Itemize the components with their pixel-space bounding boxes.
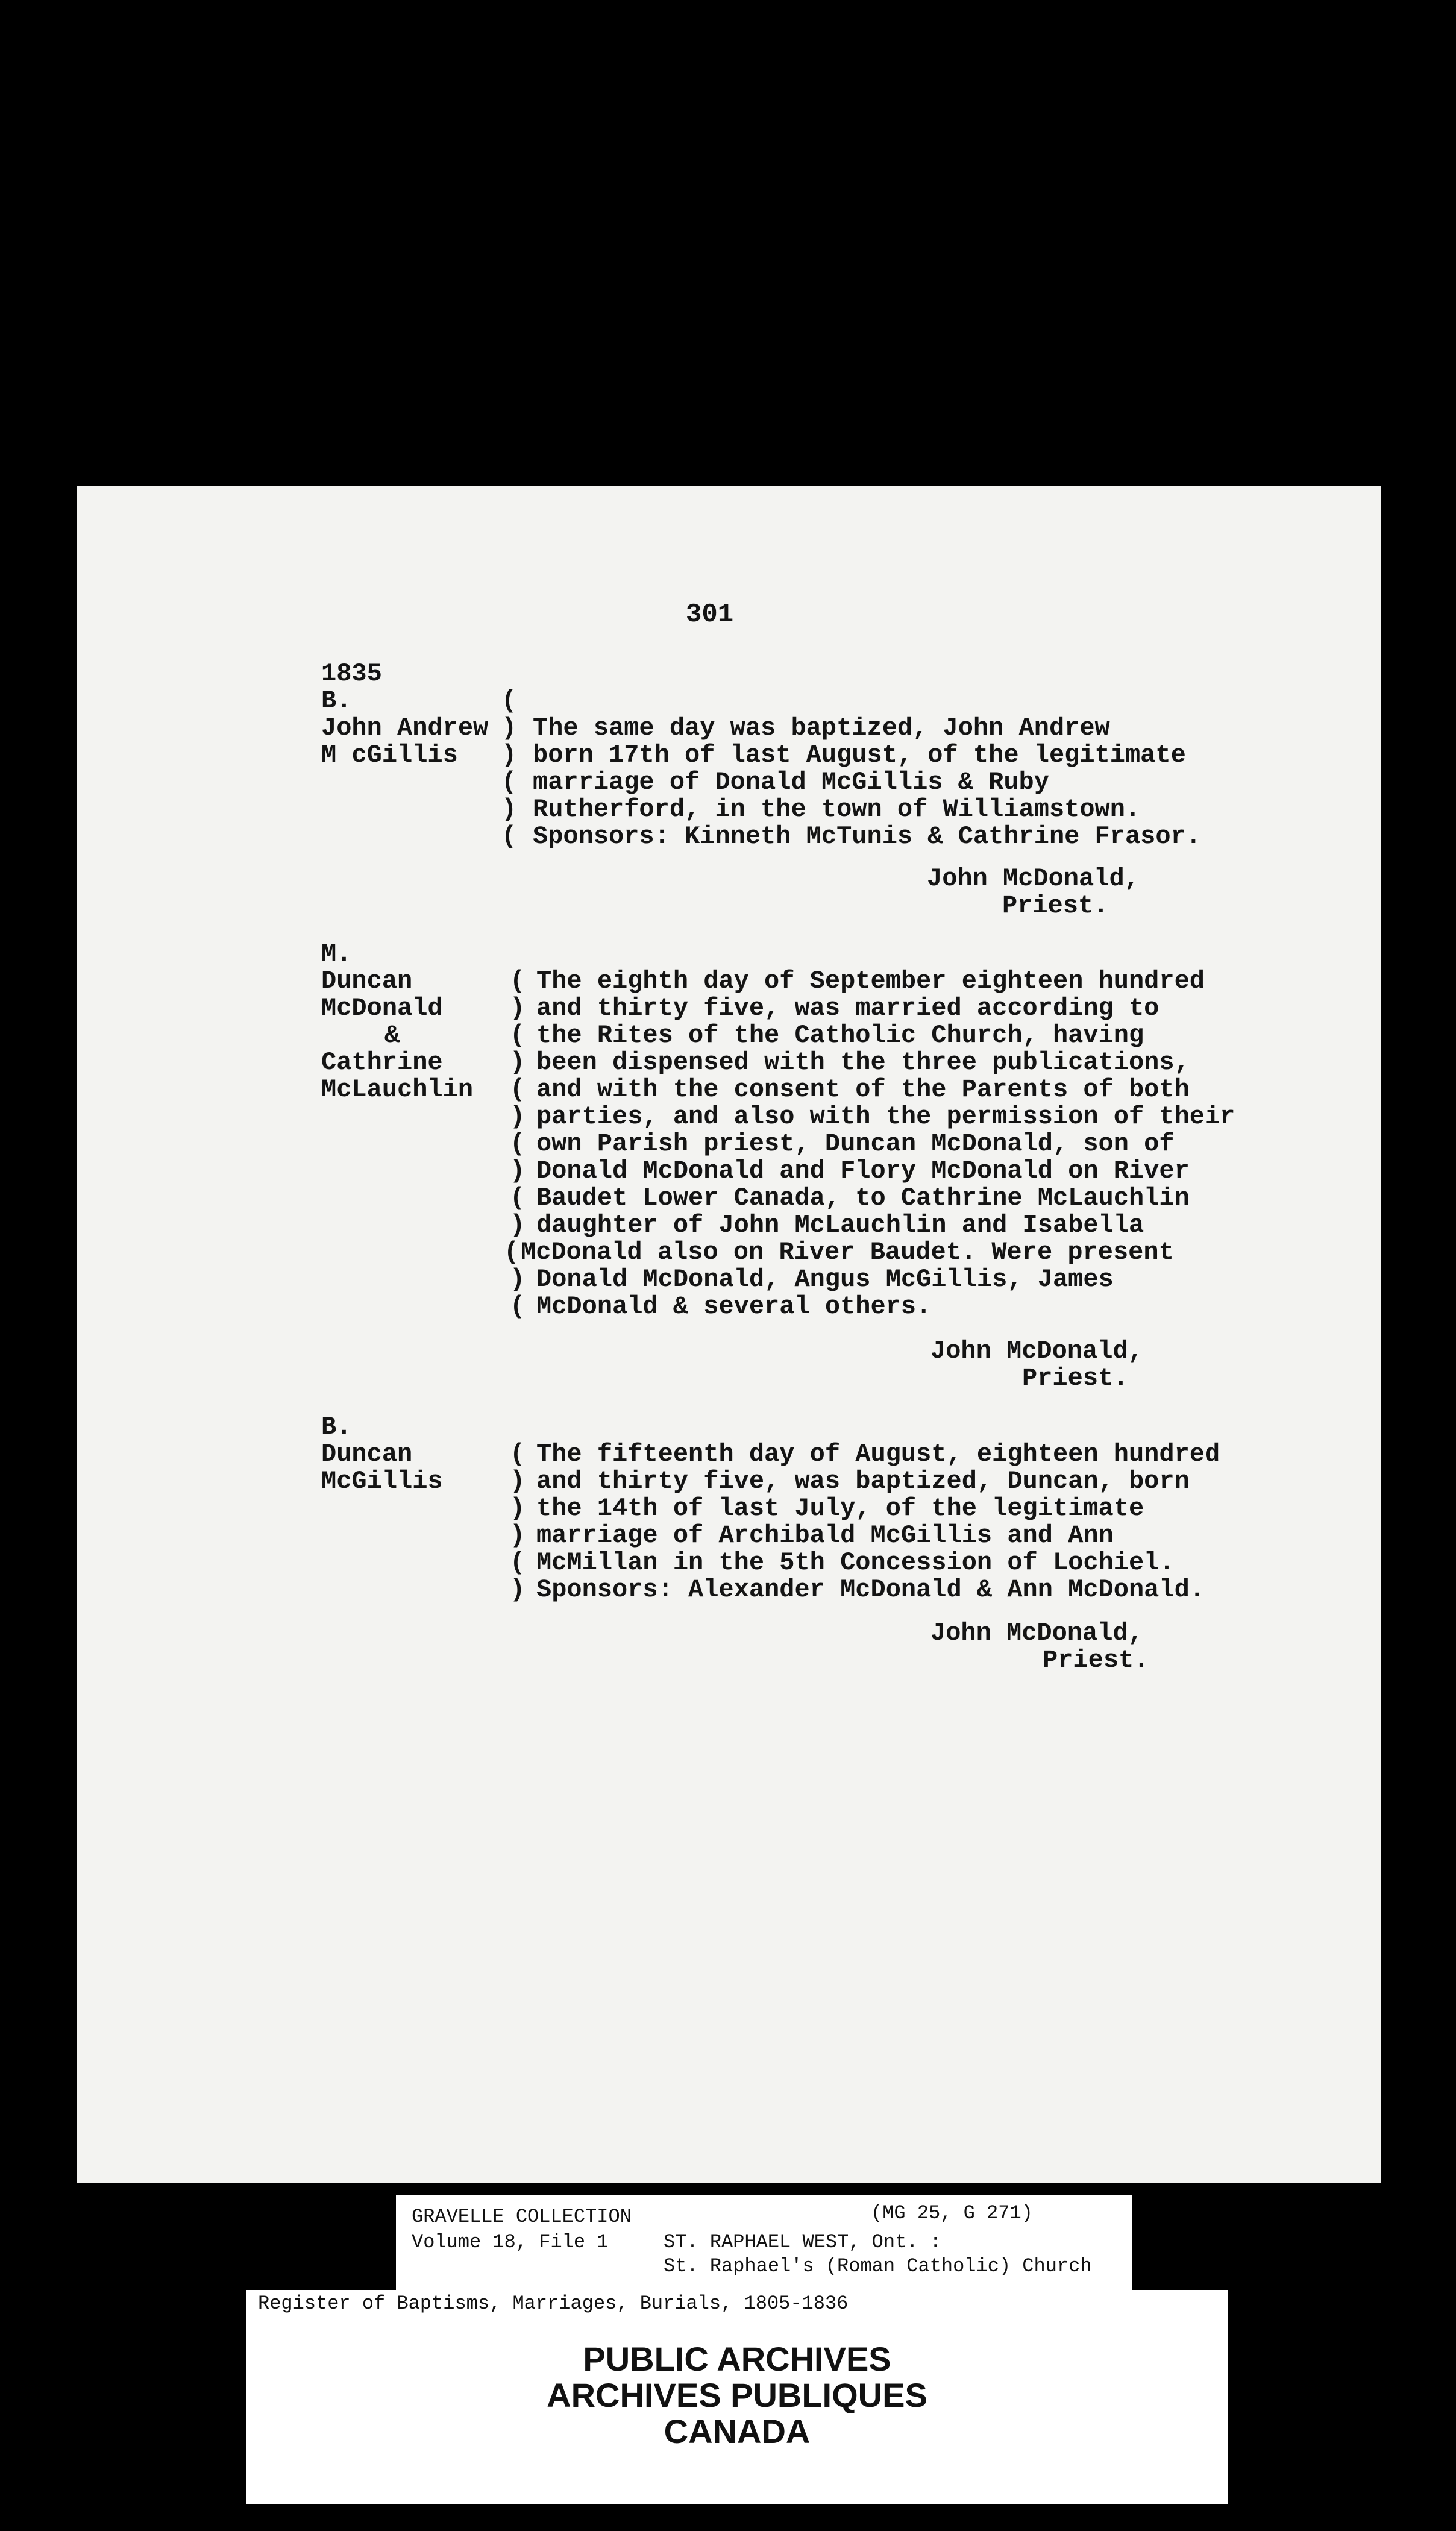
- entry-text-line: marriage of Donald McGillis & Ruby: [533, 768, 1049, 797]
- entry-text-line: been dispensed with the three publications,: [536, 1048, 1190, 1077]
- bracket-mark: ): [510, 1575, 526, 1604]
- bracket-mark: (: [510, 967, 526, 996]
- entry-name-line: McDonald: [321, 994, 443, 1023]
- entry-text-line: born 17th of last August, of the legitimate: [533, 741, 1186, 770]
- priest-signature: John McDonald,: [930, 1337, 1143, 1366]
- entry-name-line: John Andrew: [321, 714, 489, 742]
- bracket-mark: ): [501, 714, 517, 742]
- entry-text-line: own Parish priest, Duncan McDonald, son of: [536, 1129, 1175, 1158]
- bracket-mark: ): [510, 1211, 526, 1240]
- bracket-mark: ): [510, 1494, 526, 1523]
- priest-signature: John McDonald,: [930, 1619, 1143, 1648]
- bracket-mark: (: [510, 1075, 526, 1104]
- archives-english: PUBLIC ARCHIVES: [583, 2340, 891, 2378]
- entry-text-line: and with the consent of the Parents of both: [536, 1075, 1190, 1104]
- bracket-mark: ): [510, 1102, 526, 1131]
- collection-label: [396, 2195, 1132, 2290]
- entry-text-line: parties, and also with the permission of their: [536, 1102, 1235, 1131]
- entry-name-line: Duncan: [321, 967, 413, 996]
- page-number: 301: [686, 600, 734, 630]
- entry-text-line: McDonald also on River Baudet. Were present: [521, 1238, 1174, 1267]
- entry-text-line: Donald McDonald and Flory McDonald on River: [536, 1156, 1190, 1185]
- priest-title: Priest.: [1002, 891, 1109, 920]
- entry-text-line: the 14th of last July, of the legitimate: [536, 1494, 1144, 1523]
- bracket-mark: (: [510, 1021, 526, 1050]
- entry-text-line: and thirty five, was married according to: [536, 994, 1159, 1023]
- entry-text-line: and thirty five, was baptized, Duncan, born: [536, 1467, 1190, 1496]
- priest-signature: John McDonald,: [927, 864, 1140, 893]
- bracket-mark: ): [510, 1048, 526, 1077]
- entry-name-line: M cGillis: [321, 741, 458, 770]
- register-title: Register of Baptisms, Marriages, Burials, 1805-1836: [258, 2292, 849, 2315]
- entry-text-line: Donald McDonald, Angus McGillis, James: [536, 1265, 1114, 1294]
- bracket-mark: (: [501, 822, 517, 851]
- entry-text-line: Rutherford, in the town of Williamstown.: [533, 795, 1141, 824]
- archives-country: CANADA: [664, 2412, 811, 2450]
- bracket-mark: (: [510, 1184, 526, 1212]
- priest-title: Priest.: [1022, 1364, 1129, 1393]
- entry-text-line: Sponsors: Alexander McDonald & Ann McDonald.: [536, 1575, 1205, 1604]
- entry-name-line: &: [384, 1021, 400, 1050]
- volume-file: Volume 18, File 1: [412, 2231, 609, 2253]
- entry-text-line: The fifteenth day of August, eighteen hundred: [536, 1440, 1220, 1469]
- entry-text-line: McMillan in the 5th Concession of Lochiel.: [536, 1548, 1175, 1577]
- entry-text-line: The same day was baptized, John Andrew: [533, 714, 1110, 742]
- bracket-mark: ): [501, 741, 517, 770]
- bracket-mark: (: [510, 1129, 526, 1158]
- bracket-mark: (: [510, 1548, 526, 1577]
- entry-text-line: marriage of Archibald McGillis and Ann: [536, 1521, 1114, 1550]
- bracket-mark: ): [510, 994, 526, 1023]
- place-name: ST. RAPHAEL WEST, Ont. :: [664, 2231, 941, 2253]
- bracket-mark: ): [510, 1156, 526, 1185]
- entry-text-line: Sponsors: Kinneth McTunis & Cathrine Frasor.: [533, 822, 1201, 851]
- bracket-mark: ): [501, 795, 517, 824]
- bracket-mark: (: [510, 1292, 526, 1321]
- bracket-mark: ): [510, 1521, 526, 1550]
- bracket-mark: ): [510, 1265, 526, 1294]
- document-page: [77, 486, 1381, 2183]
- archives-stamp: [246, 2290, 1228, 2504]
- entry-text-line: The eighth day of September eighteen hundred: [536, 967, 1205, 996]
- entry-name-line: McGillis: [321, 1467, 443, 1496]
- archives-french: ARCHIVES PUBLIQUES: [547, 2376, 927, 2414]
- bracket-mark: (: [504, 1238, 519, 1267]
- church-name: St. Raphael's (Roman Catholic) Church: [664, 2255, 1092, 2277]
- bracket-mark: ): [510, 1467, 526, 1496]
- bracket-mark: (: [501, 768, 517, 797]
- entry-type: B.: [321, 1413, 352, 1441]
- entry-year: 1835: [321, 659, 382, 688]
- priest-title: Priest.: [1043, 1646, 1149, 1675]
- entry-name-line: Cathrine: [321, 1048, 443, 1077]
- collection-name: GRAVELLE COLLECTION: [412, 2206, 632, 2228]
- bracket-mark: (: [501, 686, 517, 715]
- entry-text-line: McDonald & several others.: [536, 1292, 932, 1321]
- entry-text-line: the Rites of the Catholic Church, having: [536, 1021, 1144, 1050]
- entry-type: B.: [321, 686, 352, 715]
- entry-name-line: McLauchlin: [321, 1075, 474, 1104]
- collection-reference: (MG 25, G 271): [871, 2202, 1033, 2224]
- entry-type: M.: [321, 939, 352, 968]
- entry-text-line: daughter of John McLauchlin and Isabella: [536, 1211, 1144, 1240]
- bracket-mark: (: [510, 1440, 526, 1469]
- entry-name-line: Duncan: [321, 1440, 413, 1469]
- entry-text-line: Baudet Lower Canada, to Cathrine McLauchlin: [536, 1184, 1190, 1212]
